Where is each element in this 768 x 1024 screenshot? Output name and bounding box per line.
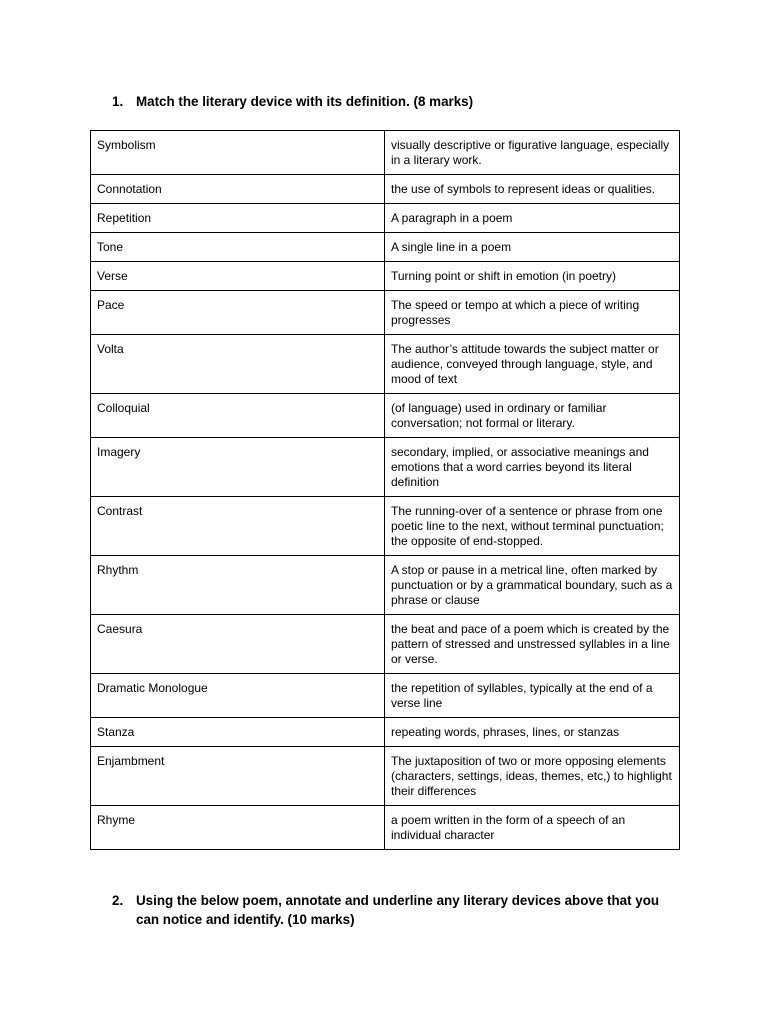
device-cell: Rhyme [91, 806, 385, 850]
device-cell: Contrast [91, 497, 385, 556]
definition-cell: the beat and pace of a poem which is created by the pattern of stressed and unstressed syllables in a line or verse. [385, 615, 680, 674]
device-cell: Rhythm [91, 556, 385, 615]
device-cell: Caesura [91, 615, 385, 674]
table-row [91, 747, 680, 806]
definition-cell: visually descriptive or figurative language, especially in a literary work. [385, 131, 680, 175]
device-cell: Verse [91, 262, 385, 291]
definition-cell: secondary, implied, or associative meanings and emotions that a word carries beyond its literal definition [385, 438, 680, 497]
definition-cell: The running-over of a sentence or phrase from one poetic line to the next, without terminal punctuation; the opposite of end-stopped. [385, 497, 680, 556]
definition-cell: The juxtaposition of two or more opposing elements (characters, settings, ideas, themes, etc,) to highlight their differences [385, 747, 680, 806]
definition-cell: A paragraph in a poem [385, 204, 680, 233]
definition-cell: a poem written in the form of a speech of an individual character [385, 806, 680, 850]
question-1 [112, 92, 672, 111]
table-row [91, 615, 680, 674]
device-cell: Symbolism [91, 131, 385, 175]
definition-cell: The speed or tempo at which a piece of writing progresses [385, 291, 680, 335]
definition-cell: (of language) used in ordinary or familiar conversation; not formal or literary. [385, 394, 680, 438]
device-cell: Volta [91, 335, 385, 394]
table-row [91, 718, 680, 747]
device-cell: Dramatic Monologue [91, 674, 385, 718]
device-cell: Repetition [91, 204, 385, 233]
table-row [91, 674, 680, 718]
table-row [91, 806, 680, 850]
device-cell: Stanza [91, 718, 385, 747]
question-1-text: Match the literary device with its definition. (8 marks) [136, 94, 474, 109]
table-row [91, 335, 680, 394]
device-cell: Colloquial [91, 394, 385, 438]
matching-table [90, 130, 680, 850]
device-cell: Tone [91, 233, 385, 262]
device-cell: Imagery [91, 438, 385, 497]
definition-cell: the use of symbols to represent ideas or qualities. [385, 175, 680, 204]
device-cell: Enjambment [91, 747, 385, 806]
table-row [91, 438, 680, 497]
question-2 [112, 891, 682, 929]
definition-cell: A stop or pause in a metrical line, often marked by punctuation or by a grammatical boundary, such as a phrase or clause [385, 556, 680, 615]
definition-cell: Turning point or shift in emotion (in poetry) [385, 262, 680, 291]
table-row [91, 291, 680, 335]
table-row [91, 175, 680, 204]
table-row [91, 556, 680, 615]
question-1-number: 1. [112, 94, 124, 109]
table-row [91, 131, 680, 175]
definition-cell: the repetition of syllables, typically at the end of a verse line [385, 674, 680, 718]
definition-cell: A single line in a poem [385, 233, 680, 262]
table-row [91, 497, 680, 556]
table-row [91, 233, 680, 262]
device-cell: Pace [91, 291, 385, 335]
question-2-text: Using the below poem, annotate and underline any literary devices above that you can notice and identify. (10 marks) [136, 893, 660, 927]
definition-cell: repeating words, phrases, lines, or stanzas [385, 718, 680, 747]
table-row [91, 204, 680, 233]
table-row [91, 262, 680, 291]
definition-cell: The author’s attitude towards the subject matter or audience, conveyed through language, style, and mood of text [385, 335, 680, 394]
device-cell: Connotation [91, 175, 385, 204]
table-row [91, 394, 680, 438]
question-2-number: 2. [112, 893, 124, 908]
